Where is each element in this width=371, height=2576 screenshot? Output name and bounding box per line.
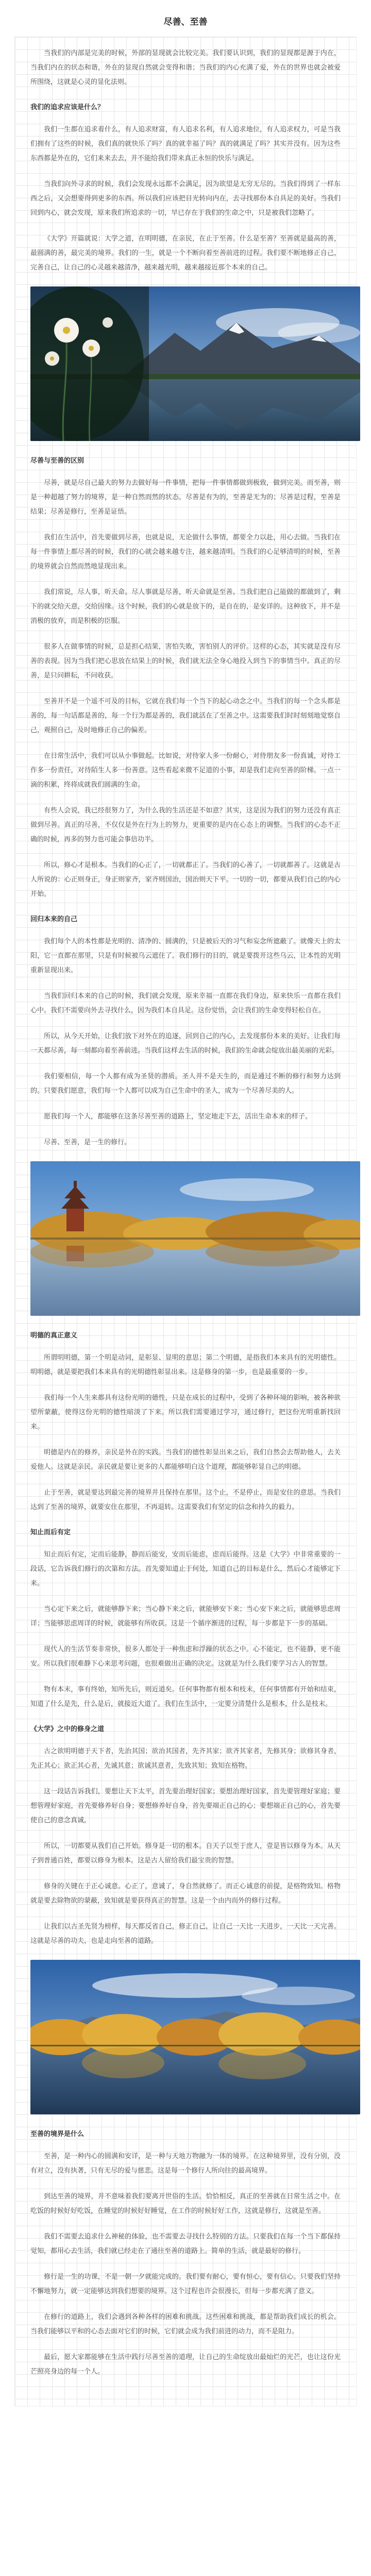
paragraph: 我们在生活中，首先要做到尽善，也就是说，无论做什么事情，都要全力以赴，用心去做。当我们在每一件事情上都尽善的时候，我们的心就会越来越专注，越来越清明。当我们的心足够清明的时候，至善的境界就会自然而然地显现出来。	[30, 534, 341, 570]
section-heading: 《大学》之中的修身之道	[30, 1725, 105, 1733]
article-photo-mountain-lake-flowers	[30, 286, 360, 441]
paragraph: 有些人会说，我已经很努力了，为什么我的生活还是不如意？其实，这是因为我们的努力还没有真正做到尽善。真正的尽善，不仅仅是外在行为上的努力，更重要的是内在心态上的调整。当我们的心态不正确的时候，再多的努力也可能会事倍功半。	[30, 807, 341, 843]
paragraph: 当我们向外寻求的时候，我们会发现永远都不会满足，因为欲望是无穷无尽的。当我们得到了一样东西之后，又会想要得到更多的东西。所以我们应该把目光转向内在，去寻找那份本自具足的美好。当我们回到内心，就会发现，原来我们所追求的一切，早已存在于我们的生命之中，只是被我们忽略了。	[30, 180, 341, 217]
section-heading: 尽善与至善的区别	[30, 457, 85, 465]
paragraph: 修行是一生的功课，不是一朝一夕就能完成的。我们要有耐心，要有恒心，要有信心。只要我们坚持不懈地努力，就一定能够达到我们想要的境界。这个过程也许会很漫长，但每一步都充满了意义。	[30, 2273, 341, 2295]
paragraph: 让我们以古圣先贤为榜样，每天都反省自己，修正自己，让自己一天比一天进步，一天比一天完善。这就是尽善的功夫，也是走向至善的道路。	[30, 1923, 341, 1945]
paragraph: 我们常说，尽人事，听天命。尽人事就是尽善，听天命就是至善。当我们把自己能做的都做到了，剩下的就交给天意，交给因缘。这个时候，我们的心就是放下的，是自在的，是安详的。这种放下，并不是消极的放弃，而是积极的臣服。	[30, 588, 341, 625]
section-heading: 知止而后有定	[30, 1529, 71, 1536]
paragraph: 尽善、至善，是一生的修行。	[44, 1139, 131, 1146]
paragraph: 尽善，就是尽自己最大的努力去做好每一件事情，把每一件事情都做到极致，做到完美。而至善，则是一种超越了努力的境界，是一种自然而然的状态。尽善是有为的，至善是无为的；尽善是过程，至善是结果；尽善是修行，至善是证悟。	[30, 479, 341, 516]
paragraph: 当心定下来之后，就能够静下来；当心静下来之后，就能够安下来；当心安下来之后，就能够思虑周详；当能够思虑周详的时候，就能够有所收获。这是一个循序渐进的过程，每一步都是下一步的基础。	[30, 1605, 341, 1628]
paragraph: 当我们回归本来的自己的时候，我们就会发现，原来幸福一直都在我们身边，原来快乐一直都在我们心中。我们不需要向外去寻找什么，因为我们本自具足。这份觉悟，会让我们的生命变得轻松自在。	[30, 992, 341, 1014]
paragraph: 《大学》开篇就说：大学之道，在明明德，在亲民，在止于至善。什么是至善？至善就是最高的善，最圆满的善，最完美的境界。我们的一生，就是一个不断向着至善前进的过程。我们要不断地修正自己，完善自己，让自己的心灵越来越清净，越来越光明，越来越接近那个本来的自己。	[30, 235, 341, 272]
paragraph: 我们一生都在追求着什么，有人追求财富，有人追求名利，有人追求地位，有人追求权力，可是当我们拥有了这些的时候，我们真的就快乐了吗？真的就幸福了吗？真的就满足了吗？其实并没有。因为这些东西都是外在的，它们来来去去，并不能给我们带来真正永恒的快乐与满足。	[30, 126, 341, 162]
paragraph: 很多人在做事情的时候，总是担心结果，害怕失败，害怕别人的评价。这样的心态，其实就是没有尽善的表现。因为当我们把心思放在结果上的时候，我们就无法全身心地投入到当下的事情当中。真正的尽善，是只问耕耘，不问收获。	[30, 643, 341, 680]
paragraph: 我们要相信，每一个人都有成为圣贤的潜质。圣人并不是天生的，而是通过不断的修行和努力达到的。只要我们愿意，我们每一个人都可以成为自己生命中的圣人，成为一个尽善尽美的人。	[30, 1073, 341, 1095]
section-heading: 回归本来的自己	[30, 916, 78, 923]
paragraph: 古之欲明明德于天下者，先治其国；欲治其国者，先齐其家；欲齐其家者，先修其身；欲修其身者，先正其心；欲正其心者，先诚其意；欲诚其意者，先致其知；致知在格物。	[30, 1748, 341, 1770]
paragraph: 我们每个人的本性都是光明的、清净的、圆满的，只是被后天的习气和妄念所遮蔽了。就像天上的太阳，它一直都在那里，只是有时候被乌云遮住了。我们修行的目的，就是要拨开这些乌云，让本性的光明重新显现出来。	[30, 938, 341, 974]
paragraph: 至善，是一种内心的圆满和安详，是一种与天地万物融为一体的境界。在这种境界里，没有分别，没有对立，没有执著，只有无尽的爱与慈悲。这是每一个修行人所向往的最高境界。	[30, 2153, 341, 2175]
paragraph: 最后，愿大家都能够在生活中践行尽善至善的道理，让自己的生命绽放出最灿烂的光芒，也让这份光芒照亮身边的每一个人。	[30, 2353, 341, 2376]
paragraph: 至善并不是一个遥不可及的目标，它就在我们每一个当下的起心动念之中。当我们的每一个念头都是善的，每一句话都是善的，每一个行为都是善的，我们就活在了至善之中。这需要我们时时刻刻地觉察自己，观照自己，及时地修正自己的偏差。	[30, 698, 341, 734]
article-photo-autumn-pavilion-lake	[30, 1161, 360, 1316]
paragraph: 所以，一切都要从我们自己开始。修身是一切的根本。自天子以至于庶人，壹是皆以修身为本。从天子到普通百姓，都要以修身为根本。这是古人留给我们最宝贵的智慧。	[30, 1842, 341, 1865]
paragraph: 止于至善，就是要达到最完善的境界并且保持在那里。这个止，不是停止，而是安住的意思。当我们达到了至善的境界，就要安住在那里，不再退转。这需要我们有坚定的信念和持久的毅力。	[30, 1489, 341, 1511]
paragraph: 所以，从今天开始，让我们放下对外在的追逐，回到自己的内心，去发现那份本来的美好。让我们每一天都尽善，每一刻都向着至善前进。当我们这样去生活的时候，我们的生命就会绽放出最美丽的光彩。	[30, 1032, 341, 1055]
article-photo-autumn-trees-reflection	[30, 1960, 360, 2114]
paragraph: 所以，修心才是根本。当我们的心正了，一切就都正了。当我们的心善了，一切就都善了。这就是古人所说的：心正则身正，身正则家齐，家齐则国治，国治则天下平。一切的一切，都要从我们自己的内心开始。	[30, 861, 341, 898]
paragraph: 愿我们每一个人，都能够在这条尽善至善的道路上，坚定地走下去，活出生命本来的样子。	[44, 1113, 312, 1121]
page-footer-space	[14, 2406, 357, 2417]
paragraph: 现代人的生活节奏非常快，很多人都处于一种焦虑和浮躁的状态之中。心不能定，也不能静，更不能安。所以我们很难静下心来思考问题，也很难做出正确的决定。这就是为什么我们要学习古人的智慧。	[30, 1646, 341, 1668]
paragraph: 我们每一个人生来都具有这份光明的德性，只是在成长的过程中，受到了各种环境的影响，被各种欲望所蒙蔽，使得这份光明的德性暗淡了下来。所以我们需要通过学习，通过修行，把这份光明重新找回来。	[30, 1394, 341, 1431]
paragraph: 当我们的内部是完美的时候，外部的显现就会比较完美。我们要认识到，我们的显现都是源于内在，当我们内在的状态和谐，外在的显现自然就会变得和谐；当我们的内心充满了爱，外在的世界也就会被爱所围绕，这就是心灵的显化法则。	[30, 49, 341, 86]
paragraph: 所谓明明德，第一个明是动词，是彰显、显明的意思；第二个明德，是指我们本来具有的光明德性。明明德，就是要把我们本来具有的光明德性彰显出来。这是修身的第一步，也是最重要的一步。	[30, 1354, 341, 1376]
paragraph: 物有本末，事有终始，知所先后，则近道矣。任何事物都有根本和枝末，任何事情都有开始和结束，知道了什么是先，什么是后，就接近大道了。我们在生活中，一定要分清楚什么是根本，什么是枝末。	[30, 1686, 341, 1708]
paragraph: 这一段话告诉我们，要想让天下太平，首先要治理好国家；要想治理好国家，首先要管理好家庭；要想管理好家庭，首先要修养好自身；要想修养好自身，首先要端正自己的心；要想端正自己的心，首先要使自己的意念真诚。	[30, 1788, 341, 1824]
paragraph: 到达至善的境界，并不意味着我们要离开世俗的生活。恰恰相反，真正的至善就在日常生活之中。在吃饭的时候好好吃饭，在睡觉的时候好好睡觉，在工作的时候好好工作，这就是修行，这就是至善。	[30, 2193, 341, 2215]
paragraph: 明德是内在的修养，亲民是外在的实践。当我们的德性彰显出来之后，我们自然会去帮助他人，去关爱他人。这就是亲民。亲民就是要让更多的人都能够明白这个道理，都能够彰显自己的明德。	[30, 1449, 341, 1471]
paragraph: 在修行的道路上，我们会遇到各种各样的困难和挑战。这些困难和挑战，都是帮助我们成长的机会。当我们能够以平和的心态去面对它们的时候，它们就会成为我们前进的动力，而不是阻力。	[30, 2313, 341, 2335]
paragraph: 在日常生活中，我们可以从小事做起。比如说，对待家人多一份耐心，对待朋友多一份真诚，对待工作多一份责任，对待陌生人多一份善意。这些看起来微不足道的小事，却是我们走向至善的阶梯。一点一滴的积累，终将成就我们圆满的生命。	[30, 752, 341, 789]
document-title: 尽善、至善	[163, 17, 208, 27]
paragraph: 我们不需要去追求什么神秘的体验，也不需要去寻找什么特别的方法。只要我们在每一个当下都保持觉知，都用心去生活，我们就已经走在了通往至善的道路上。简单的生活，就是最好的修行。	[30, 2233, 341, 2255]
section-heading: 我们的追求应该是什么？	[30, 104, 105, 111]
paragraph: 修身的关键在于正心诚意。心正了，意诚了，身自然就修了。而正心诚意的前提，是格物致知。格物就是要去除物欲的蒙蔽，致知就是要获得真正的智慧。这是一个由内而外的修行过程。	[30, 1883, 341, 1905]
section-heading: 至善的境界是什么	[30, 2130, 85, 2138]
paragraph: 知止而后有定，定而后能静，静而后能安，安而后能虑，虑而后能得。这是《大学》中非常重要的一段话，它告诉我们修行的次第和方法。首先要知道止于何处，知道自己的目标是什么，然后心才能够定下来。	[30, 1551, 341, 1587]
section-heading: 明德的真正意义	[30, 1332, 78, 1340]
article-body	[14, 37, 357, 2406]
